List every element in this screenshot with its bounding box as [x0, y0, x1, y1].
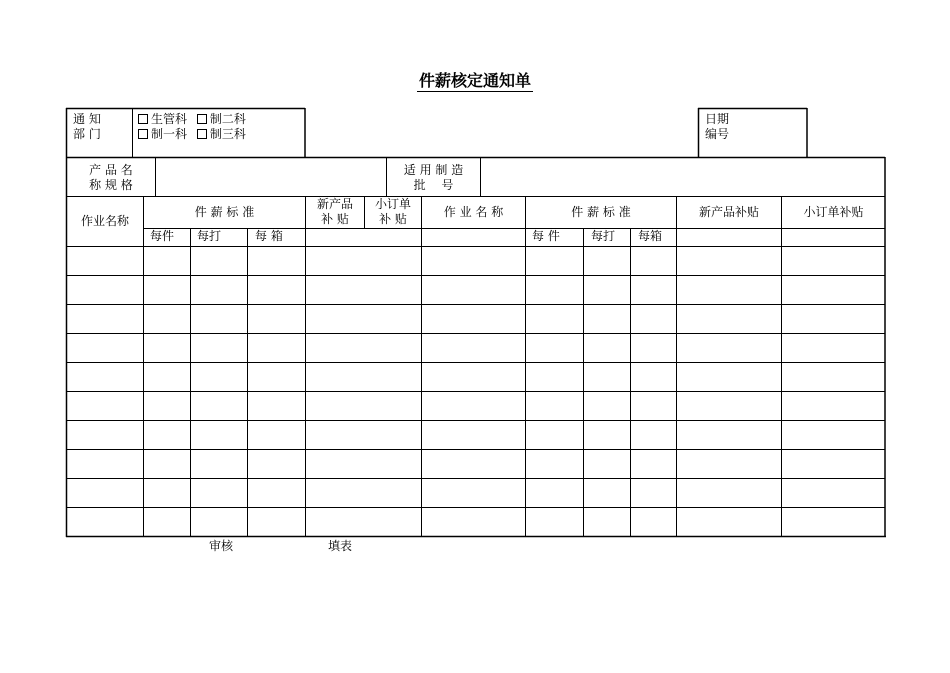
date-label: 日期: [705, 112, 730, 126]
table-cell[interactable]: [247, 304, 305, 333]
piece-rate-header-right: 件 薪 标 准: [571, 205, 631, 219]
table-cell[interactable]: [676, 275, 781, 304]
checkbox-icon: [197, 114, 207, 124]
table-cell[interactable]: [525, 304, 583, 333]
table-cell[interactable]: [190, 304, 247, 333]
table-cell[interactable]: [421, 333, 525, 362]
table-cell[interactable]: [781, 246, 885, 275]
table-cell[interactable]: [630, 449, 676, 478]
table-cell[interactable]: [525, 507, 583, 536]
table-cell[interactable]: [247, 478, 305, 507]
table-cell[interactable]: [676, 362, 781, 391]
table-cell[interactable]: [66, 304, 143, 333]
checkbox-section2[interactable]: 制二科: [197, 112, 246, 126]
table-cell[interactable]: [525, 420, 583, 449]
table-cell[interactable]: [190, 449, 247, 478]
per-dozen-header-right: 每打: [591, 229, 616, 243]
data-table: [66, 246, 885, 536]
table-cell[interactable]: [781, 507, 885, 536]
table-row: [66, 478, 885, 507]
table-cell[interactable]: [143, 391, 190, 420]
table-cell[interactable]: [143, 333, 190, 362]
table-cell[interactable]: [305, 449, 421, 478]
table-cell[interactable]: [66, 333, 143, 362]
table-cell[interactable]: [583, 362, 630, 391]
table-cell[interactable]: [421, 449, 525, 478]
table-cell[interactable]: [247, 246, 305, 275]
dept-options: [138, 112, 246, 142]
table-cell[interactable]: [583, 275, 630, 304]
new-product-subsidy-header: 新产品 补 贴: [316, 197, 353, 226]
table-cell[interactable]: [630, 304, 676, 333]
table-cell[interactable]: [305, 275, 421, 304]
table-cell[interactable]: [247, 333, 305, 362]
checkbox-section1[interactable]: 制一科: [138, 127, 187, 141]
checkbox-icon: [138, 129, 148, 139]
product-name-label: 产 品 名 称 规 格: [89, 163, 133, 192]
table-cell[interactable]: [630, 275, 676, 304]
table-cell[interactable]: [143, 362, 190, 391]
table-cell[interactable]: [190, 507, 247, 536]
table-cell[interactable]: [676, 507, 781, 536]
piece-rate-header: 件 薪 标 准: [194, 205, 255, 219]
table-row: [66, 304, 885, 333]
table-cell[interactable]: [781, 478, 885, 507]
table-cell[interactable]: [190, 275, 247, 304]
table-cell[interactable]: [190, 246, 247, 275]
checkbox-icon: [138, 114, 148, 124]
table-cell[interactable]: [676, 304, 781, 333]
title-text: 件薪核定通知单: [418, 71, 531, 90]
table-row: [66, 275, 885, 304]
table-cell[interactable]: [305, 391, 421, 420]
table-cell[interactable]: [190, 420, 247, 449]
table-row: [66, 246, 885, 275]
table-cell[interactable]: [525, 333, 583, 362]
table-cell[interactable]: [143, 275, 190, 304]
table-cell[interactable]: [583, 391, 630, 420]
table-cell[interactable]: [66, 507, 143, 536]
table-cell[interactable]: [630, 420, 676, 449]
table-cell[interactable]: [66, 362, 143, 391]
table-cell[interactable]: [143, 478, 190, 507]
table-cell[interactable]: [247, 362, 305, 391]
table-cell[interactable]: [305, 420, 421, 449]
table-cell[interactable]: [525, 362, 583, 391]
table-cell[interactable]: [583, 304, 630, 333]
table-cell[interactable]: [421, 246, 525, 275]
fill-label: 填表: [328, 539, 353, 553]
table-cell[interactable]: [143, 507, 190, 536]
per-piece-header-right: 每 件: [532, 229, 560, 243]
table-cell[interactable]: [630, 362, 676, 391]
table-cell[interactable]: [421, 478, 525, 507]
table-cell[interactable]: [630, 333, 676, 362]
table-cell[interactable]: [630, 391, 676, 420]
table-cell[interactable]: [525, 449, 583, 478]
table-cell[interactable]: [676, 333, 781, 362]
table-cell[interactable]: [305, 246, 421, 275]
small-order-subsidy-header: 小订单 补 贴: [374, 197, 411, 226]
table-cell[interactable]: [421, 391, 525, 420]
table-row: [66, 449, 885, 478]
checkbox-icon: [197, 129, 207, 139]
table-cell[interactable]: [66, 420, 143, 449]
table-cell[interactable]: [583, 449, 630, 478]
table-cell[interactable]: [781, 304, 885, 333]
per-box-header: 每 箱: [255, 229, 283, 243]
product-name-field[interactable]: [156, 158, 386, 196]
batch-field[interactable]: [481, 158, 885, 196]
table-cell[interactable]: [676, 246, 781, 275]
table-cell[interactable]: [676, 391, 781, 420]
date-number-labels: [705, 112, 729, 142]
table-cell[interactable]: [305, 333, 421, 362]
table-cell[interactable]: [421, 420, 525, 449]
table-cell[interactable]: [305, 478, 421, 507]
table-cell[interactable]: [781, 362, 885, 391]
table-cell[interactable]: [583, 246, 630, 275]
checkbox-section3[interactable]: 制三科: [197, 127, 246, 141]
table-cell[interactable]: [525, 246, 583, 275]
table-row: [66, 420, 885, 449]
table-cell[interactable]: [583, 333, 630, 362]
table-cell[interactable]: [190, 478, 247, 507]
table-cell[interactable]: [676, 449, 781, 478]
table-cell[interactable]: [525, 275, 583, 304]
small-order-subsidy-header-right: 小订单补贴: [803, 205, 864, 219]
table-cell[interactable]: [781, 275, 885, 304]
table-cell[interactable]: [305, 362, 421, 391]
table-cell[interactable]: [143, 420, 190, 449]
table-cell[interactable]: [630, 478, 676, 507]
table-cell[interactable]: [781, 420, 885, 449]
table-cell[interactable]: [247, 391, 305, 420]
job-name-header-right: 作 业 名 称: [443, 205, 504, 219]
table-cell[interactable]: [676, 420, 781, 449]
table-cell[interactable]: [305, 507, 421, 536]
table-cell[interactable]: [66, 275, 143, 304]
table-cell[interactable]: [781, 391, 885, 420]
number-label: 编号: [705, 127, 730, 141]
table-cell[interactable]: [525, 391, 583, 420]
table-row: [66, 362, 885, 391]
table-cell[interactable]: [421, 275, 525, 304]
table-cell[interactable]: [143, 449, 190, 478]
table-cell[interactable]: [583, 420, 630, 449]
table-cell[interactable]: [143, 304, 190, 333]
batch-label: 适 用 制 造 批 号: [403, 163, 464, 192]
new-product-subsidy-header-right: 新产品补贴: [698, 205, 759, 219]
table-row: [66, 391, 885, 420]
table-cell[interactable]: [247, 449, 305, 478]
table-cell[interactable]: [630, 246, 676, 275]
table-cell[interactable]: [583, 507, 630, 536]
table-cell[interactable]: [66, 478, 143, 507]
table-row: [66, 333, 885, 362]
per-piece-header: 每件: [150, 229, 175, 243]
table-cell[interactable]: [66, 449, 143, 478]
table-cell[interactable]: [247, 275, 305, 304]
table-cell[interactable]: [676, 478, 781, 507]
table-cell[interactable]: [247, 420, 305, 449]
table-cell[interactable]: [143, 246, 190, 275]
per-dozen-header: 每打: [197, 229, 222, 243]
table-cell[interactable]: [66, 246, 143, 275]
table-cell[interactable]: [781, 449, 885, 478]
table-row: [66, 507, 885, 536]
per-box-header-right: 每箱: [638, 229, 663, 243]
table-cell[interactable]: [630, 507, 676, 536]
table-cell[interactable]: [247, 507, 305, 536]
table-cell[interactable]: [190, 333, 247, 362]
table-cell[interactable]: [525, 478, 583, 507]
table-cell[interactable]: [190, 391, 247, 420]
table-cell[interactable]: [421, 362, 525, 391]
job-name-header: 作业名称: [80, 214, 129, 228]
table-cell[interactable]: [781, 333, 885, 362]
checkbox-production[interactable]: 生管科: [138, 112, 187, 126]
table-cell[interactable]: [421, 304, 525, 333]
table-cell[interactable]: [190, 362, 247, 391]
table-cell[interactable]: [421, 507, 525, 536]
review-label: 审核: [209, 539, 234, 553]
table-cell[interactable]: [305, 304, 421, 333]
notify-dept-label: 通 知 部 门: [73, 112, 101, 141]
table-cell[interactable]: [66, 391, 143, 420]
table-cell[interactable]: [583, 478, 630, 507]
